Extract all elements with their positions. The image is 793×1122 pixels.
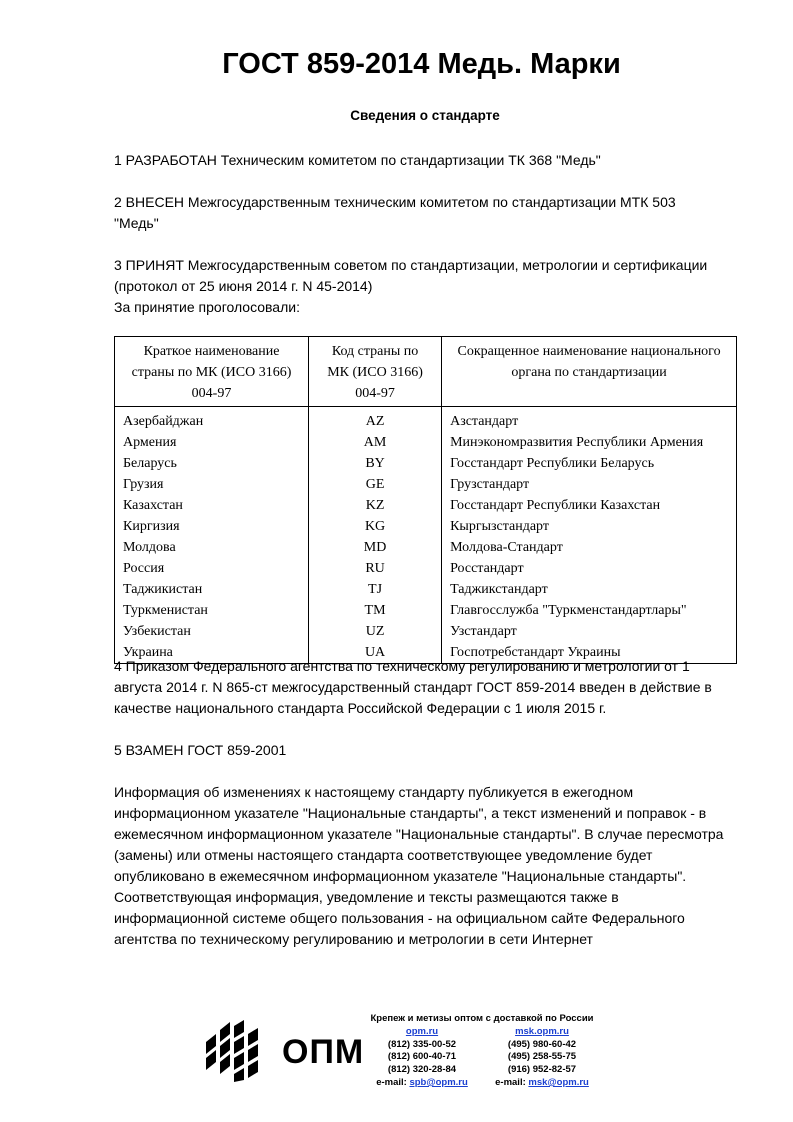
countries-table	[114, 336, 737, 664]
cell-body: Узстандарт	[442, 621, 737, 642]
table-row	[115, 621, 737, 642]
email-label: e-mail:	[376, 1076, 410, 1088]
table-header-row	[115, 337, 737, 407]
paragraph-1	[114, 150, 744, 171]
cell-code: AZ	[309, 407, 442, 433]
header-national-body: Сокращенное наименование национального органа по стандартизации	[442, 337, 737, 407]
table-row	[115, 407, 737, 433]
contact-block	[362, 1013, 602, 1090]
cell-code: KZ	[309, 495, 442, 516]
table-row	[115, 495, 737, 516]
cell-body: Госстандарт Республики Казахстан	[442, 495, 737, 516]
email-label: e-mail:	[495, 1076, 529, 1088]
cell-code: TJ	[309, 579, 442, 600]
cell-country: Азербайджан	[115, 407, 309, 433]
site-link-msk[interactable]: msk.opm.ru	[515, 1025, 569, 1037]
tagline: Крепеж и метизы оптом с доставкой по России	[370, 1013, 594, 1024]
cell-country: Казахстан	[115, 495, 309, 516]
paragraph-5	[114, 740, 744, 761]
email-link-msk[interactable]: msk@opm.ru	[528, 1076, 589, 1088]
paragraph-text: За принятие проголосовали:	[114, 299, 300, 315]
cell-code: TM	[309, 600, 442, 621]
phone: (812) 320-28-84	[387, 1064, 457, 1076]
contacts-msk	[482, 1026, 602, 1090]
cell-country: Беларусь	[115, 453, 309, 474]
table-row	[115, 516, 737, 537]
opm-logo-icon	[206, 1020, 268, 1082]
paragraph-text: августа 2014 г. N 865-ст межгосударственный стандарт ГОСТ 859-2014 введен в действие в	[114, 679, 712, 695]
paragraph-text: 5 ВЗАМЕН ГОСТ 859-2001	[114, 742, 287, 758]
cell-code: KG	[309, 516, 442, 537]
table-row	[115, 453, 737, 474]
cell-country: Украина	[115, 642, 309, 664]
paragraph-4	[114, 656, 744, 719]
table-row	[115, 537, 737, 558]
paragraph-text: (протокол от 25 июня 2014 г. N 45-2014)	[114, 278, 373, 294]
cell-body: Госпотребстандарт Украины	[442, 642, 737, 664]
contacts-spb	[362, 1026, 482, 1090]
info-paragraph	[114, 782, 744, 950]
table-row	[115, 558, 737, 579]
paragraph-text: информационной системе общего пользования - на официальном сайте Федерального	[114, 910, 685, 926]
phone: (916) 952-82-57	[507, 1064, 577, 1076]
header-code: Код страны по МК (ИСО 3166) 004-97	[309, 337, 442, 407]
cell-country: Таджикистан	[115, 579, 309, 600]
paragraph-text: 3 ПРИНЯТ Межгосударственным советом по стандартизации, метрологии и сертификации	[114, 257, 708, 273]
email-link-spb[interactable]: spb@opm.ru	[409, 1076, 468, 1088]
phone: (495) 258-55-75	[507, 1051, 577, 1063]
phone: (495) 980-60-42	[507, 1038, 577, 1050]
cell-country: Армения	[115, 432, 309, 453]
paragraph-text: "Медь"	[114, 215, 159, 231]
cell-country: Туркменистан	[115, 600, 309, 621]
cell-body: Кыргызстандарт	[442, 516, 737, 537]
paragraph-text: 4 Приказом Федерального агентства по техническому регулированию и метрологии от 1	[114, 658, 690, 674]
paragraph-text: ежемесячном информационном указателе "Национальные стандарты". В случае пересмотра	[114, 826, 724, 842]
cell-code: RU	[309, 558, 442, 579]
paragraph-text: (замены) или отмены настоящего стандарта соответствующее уведомление будет	[114, 847, 653, 863]
brand-name: ОПМ	[282, 1033, 365, 1071]
table-row	[115, 432, 737, 453]
phone: (812) 335-00-52	[387, 1038, 457, 1050]
cell-country: Грузия	[115, 474, 309, 495]
cell-country: Молдова	[115, 537, 309, 558]
paragraph-text: 2 ВНЕСЕН Межгосударственным техническим комитетом по стандартизации МТК 503	[114, 194, 676, 210]
paragraph-text: Информация об изменениях к настоящему стандарту публикуется в ежегодном	[114, 784, 634, 800]
phone: (812) 600-40-71	[387, 1051, 457, 1063]
paragraph-text: качестве национального стандарта Российской Федерации с 1 июля 2015 г.	[114, 700, 607, 716]
cell-body: Таджикстандарт	[442, 579, 737, 600]
cell-code: GE	[309, 474, 442, 495]
table-row	[115, 474, 737, 495]
cell-country: Узбекистан	[115, 621, 309, 642]
cell-body: Минэкономразвития Республики Армения	[442, 432, 737, 453]
cell-body: Азстандарт	[442, 407, 737, 433]
cell-body: Росстандарт	[442, 558, 737, 579]
paragraph-text: информационном указателе "Национальные стандарты", а текст изменений и поправок - в	[114, 805, 707, 821]
table-body	[115, 407, 737, 664]
table-row	[115, 579, 737, 600]
site-link-spb[interactable]: opm.ru	[405, 1025, 439, 1037]
cell-code: UZ	[309, 621, 442, 642]
paragraph-2	[114, 192, 744, 234]
cell-body: Грузстандарт	[442, 474, 737, 495]
page-title: ГОСТ 859-2014 Медь. Марки	[222, 48, 621, 80]
cell-code: UA	[309, 642, 442, 664]
paragraph-text: 1 РАЗРАБОТАН Техническим комитетом по стандартизации ТК 368 "Медь"	[114, 152, 601, 168]
table-row	[115, 600, 737, 621]
cell-body: Госстандарт Республики Беларусь	[442, 453, 737, 474]
cell-country: Киргизия	[115, 516, 309, 537]
header-country: Краткое наименование страны по МК (ИСО 3166) 004-97	[115, 337, 309, 407]
cell-code: MD	[309, 537, 442, 558]
cell-country: Россия	[115, 558, 309, 579]
paragraph-text: опубликовано в ежемесячном информационном указателе "Национальные стандарты".	[114, 868, 687, 884]
footer	[0, 1010, 793, 1110]
section-heading: Сведения о стандарте	[350, 108, 500, 123]
cell-code: BY	[309, 453, 442, 474]
paragraph-3	[114, 255, 744, 318]
cell-body: Главгосслужба "Туркменстандартлары"	[442, 600, 737, 621]
cell-code: AM	[309, 432, 442, 453]
paragraph-text: Соответствующая информация, уведомление и тексты размещаются также в	[114, 889, 619, 905]
paragraph-text: агентства по техническому регулированию и метрологии в сети Интернет	[114, 931, 593, 947]
cell-body: Молдова-Стандарт	[442, 537, 737, 558]
